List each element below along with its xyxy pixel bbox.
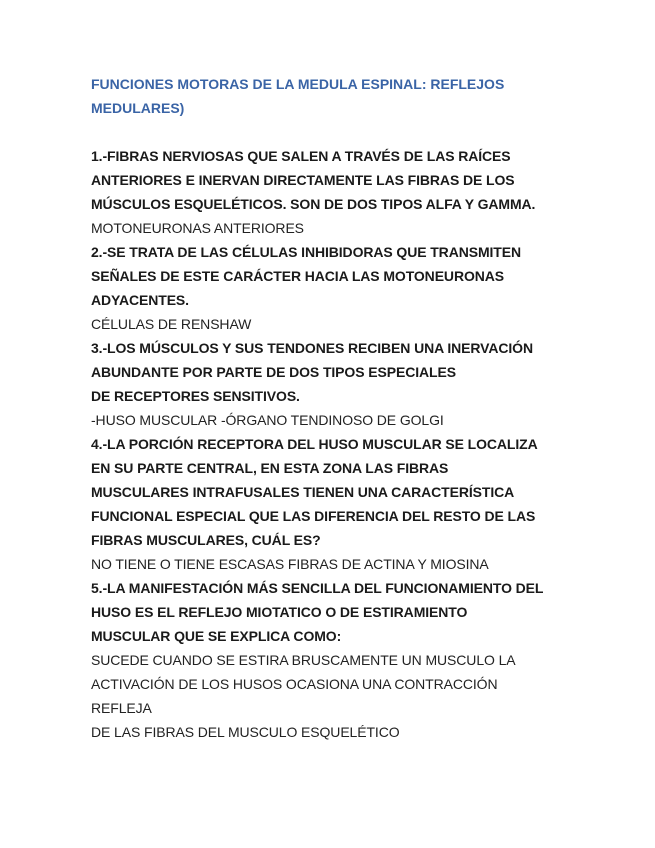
- answer-line: DE LAS FIBRAS DEL MUSCULO ESQUELÉTICO: [91, 724, 400, 740]
- question-line: MUSCULAR QUE SE EXPLICA COMO:: [91, 628, 342, 644]
- answer-line: SUCEDE CUANDO SE ESTIRA BRUSCAMENTE UN MUSCULO LA: [91, 652, 516, 668]
- question-line: ANTERIORES E INERVAN DIRECTAMENTE LAS FIBRAS DE LOS: [91, 172, 515, 188]
- question-line: DE RECEPTORES SENSITIVOS.: [91, 388, 300, 404]
- answer-line: ACTIVACIÓN DE LOS HUSOS OCASIONA UNA CONTRACCIÓN: [91, 676, 498, 692]
- question-item-2: [91, 240, 591, 336]
- question-line: 1.-FIBRAS NERVIOSAS QUE SALEN A TRAVÉS DE LAS RAÍCES: [91, 148, 511, 164]
- question-line: FUNCIONAL ESPECIAL QUE LAS DIFERENCIA DEL RESTO DE LAS: [91, 508, 536, 524]
- answer-line: NO TIENE O TIENE ESCASAS FIBRAS DE ACTINA Y MIOSINA: [91, 556, 489, 572]
- question-line: MÚSCULOS ESQUELÉTICOS. SON DE DOS TIPOS ALFA Y GAMMA.: [91, 196, 536, 212]
- answer-line: -HUSO MUSCULAR -ÓRGANO TENDINOSO DE GOLGI: [91, 412, 444, 428]
- question-line: 4.-LA PORCIÓN RECEPTORA DEL HUSO MUSCULAR SE LOCALIZA: [91, 436, 538, 452]
- answer-line: MOTONEURONAS ANTERIORES: [91, 220, 304, 236]
- title-line: FUNCIONES MOTORAS DE LA MEDULA ESPINAL: REFLEJOS: [91, 76, 505, 92]
- question-line: 3.-LOS MÚSCULOS Y SUS TENDONES RECIBEN UNA INERVACIÓN: [91, 340, 533, 356]
- answer-line: CÉLULAS DE RENSHAW: [91, 316, 252, 332]
- title-line: MEDULARES): [91, 100, 185, 116]
- question-item-3: [91, 336, 591, 432]
- question-line: FIBRAS MUSCULARES, CUÁL ES?: [91, 532, 321, 548]
- document-title: [91, 72, 591, 120]
- question-line: 2.-SE TRATA DE LAS CÉLULAS INHIBIDORAS QUE TRANSMITEN: [91, 244, 522, 260]
- question-line: ABUNDANTE POR PARTE DE DOS TIPOS ESPECIALES: [91, 364, 456, 380]
- question-item-5: [91, 576, 591, 744]
- question-item-1: [91, 144, 591, 240]
- question-line: ADYACENTES.: [91, 292, 189, 308]
- question-line: SEÑALES DE ESTE CARÁCTER HACIA LAS MOTONEURONAS: [91, 268, 504, 284]
- question-line: 5.-LA MANIFESTACIÓN MÁS SENCILLA DEL FUNCIONAMIENTO DEL: [91, 580, 544, 596]
- answer-line: REFLEJA: [91, 700, 152, 716]
- question-line: MUSCULARES INTRAFUSALES TIENEN UNA CARACTERÍSTICA: [91, 484, 515, 500]
- question-line: EN SU PARTE CENTRAL, EN ESTA ZONA LAS FIBRAS: [91, 460, 449, 476]
- question-item-4: [91, 432, 591, 576]
- document-page: [91, 72, 591, 744]
- question-line: HUSO ES EL REFLEJO MIOTATICO O DE ESTIRAMIENTO: [91, 604, 468, 620]
